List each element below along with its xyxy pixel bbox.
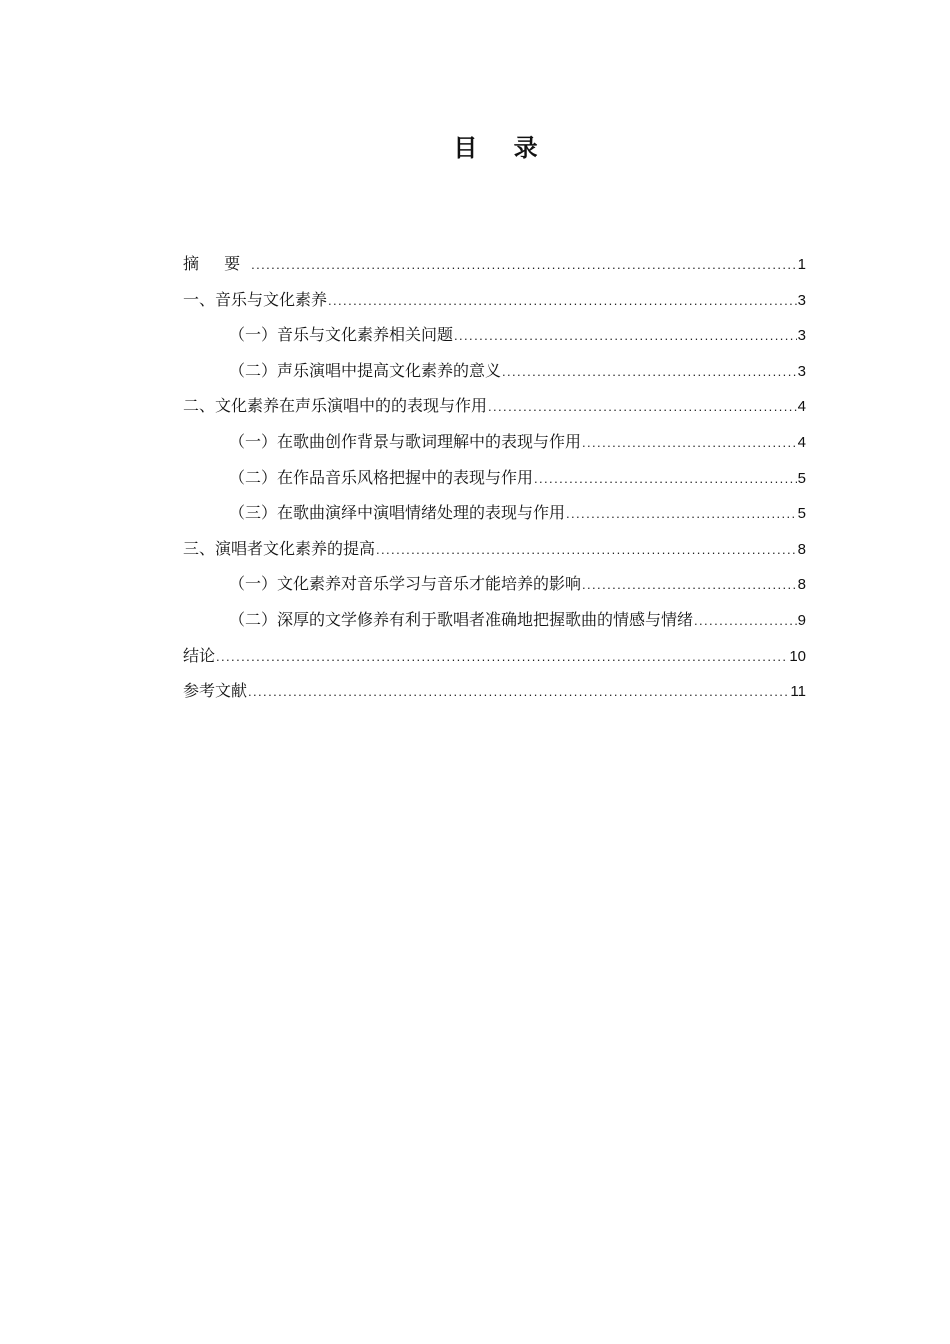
toc-entry-section-2-2[interactable] <box>183 460 806 496</box>
toc-page-number: 5 <box>797 469 806 487</box>
dot-leader <box>216 639 788 675</box>
toc-page-number: 9 <box>797 611 806 629</box>
toc-entry-title: （一）音乐与文化素养相关问题 <box>229 325 454 345</box>
toc-entry-title: （二）深厚的文学修养有利于歌唱者准确地把握歌曲的情感与情绪 <box>229 609 694 629</box>
toc-entry-section-2-3[interactable] <box>183 495 806 531</box>
toc-entry-chapter-1[interactable] <box>183 282 806 318</box>
toc-entry-title: 三、演唱者文化素养的提高 <box>183 538 376 558</box>
toc-entry-references[interactable] <box>183 673 806 709</box>
toc-entry-title: （二）声乐演唱中提高文化素养的意义 <box>229 360 502 380</box>
toc-entry-section-1-2[interactable] <box>183 353 806 389</box>
toc-entry-title: （一）文化素养对音乐学习与音乐才能培养的影响 <box>229 574 582 594</box>
toc-page-number: 3 <box>797 327 806 345</box>
toc-entry-chapter-2[interactable] <box>183 388 806 424</box>
toc-page-number: 1 <box>797 256 806 273</box>
table-of-contents <box>183 246 806 709</box>
dot-leader <box>582 567 797 603</box>
toc-page-number: 4 <box>797 398 806 416</box>
dot-leader <box>582 425 797 461</box>
dot-leader <box>502 354 797 390</box>
toc-entry-section-3-1[interactable] <box>183 566 806 602</box>
toc-entry-title: （二）在作品音乐风格把握中的表现与作用 <box>229 467 534 487</box>
dot-leader <box>248 674 789 710</box>
toc-entry-abstract[interactable] <box>183 246 806 282</box>
dot-leader <box>566 496 797 532</box>
toc-page-number: 11 <box>790 683 806 701</box>
toc-entry-title: （一）在歌曲创作背景与歌词理解中的表现与作用 <box>229 431 582 451</box>
toc-entry-section-2-1[interactable] <box>183 424 806 460</box>
toc-page-number: 8 <box>797 576 806 594</box>
toc-page-number: 5 <box>797 505 806 523</box>
toc-page-number: 3 <box>797 362 806 380</box>
toc-page-number: 8 <box>797 540 806 558</box>
toc-entry-section-3-2[interactable] <box>183 602 806 638</box>
toc-page-number: 10 <box>789 647 806 665</box>
toc-entry-title: 二、文化素养在声乐演唱中的的表现与作用 <box>183 396 488 416</box>
dot-leader <box>328 283 797 319</box>
toc-entry-title: 参考文献 <box>183 681 248 701</box>
toc-entry-title: 一、音乐与文化素养 <box>183 289 328 309</box>
toc-entry-conclusion[interactable] <box>183 638 806 674</box>
toc-entry-chapter-3[interactable] <box>183 531 806 567</box>
page-title: 目 录 <box>453 133 552 162</box>
toc-entry-section-1-1[interactable] <box>183 317 806 353</box>
toc-entry-title: 结论 <box>183 645 216 665</box>
dot-leader <box>251 247 797 283</box>
toc-page-number: 3 <box>797 291 806 309</box>
dot-leader <box>454 318 797 354</box>
toc-entry-title: （三）在歌曲演绎中演唱情绪处理的表现与作用 <box>229 503 566 523</box>
toc-entry-title: 摘 要 <box>183 254 251 273</box>
dot-leader <box>694 603 797 639</box>
dot-leader <box>488 389 797 425</box>
dot-leader <box>376 532 797 568</box>
toc-page-number: 4 <box>797 433 806 451</box>
dot-leader <box>534 461 797 497</box>
